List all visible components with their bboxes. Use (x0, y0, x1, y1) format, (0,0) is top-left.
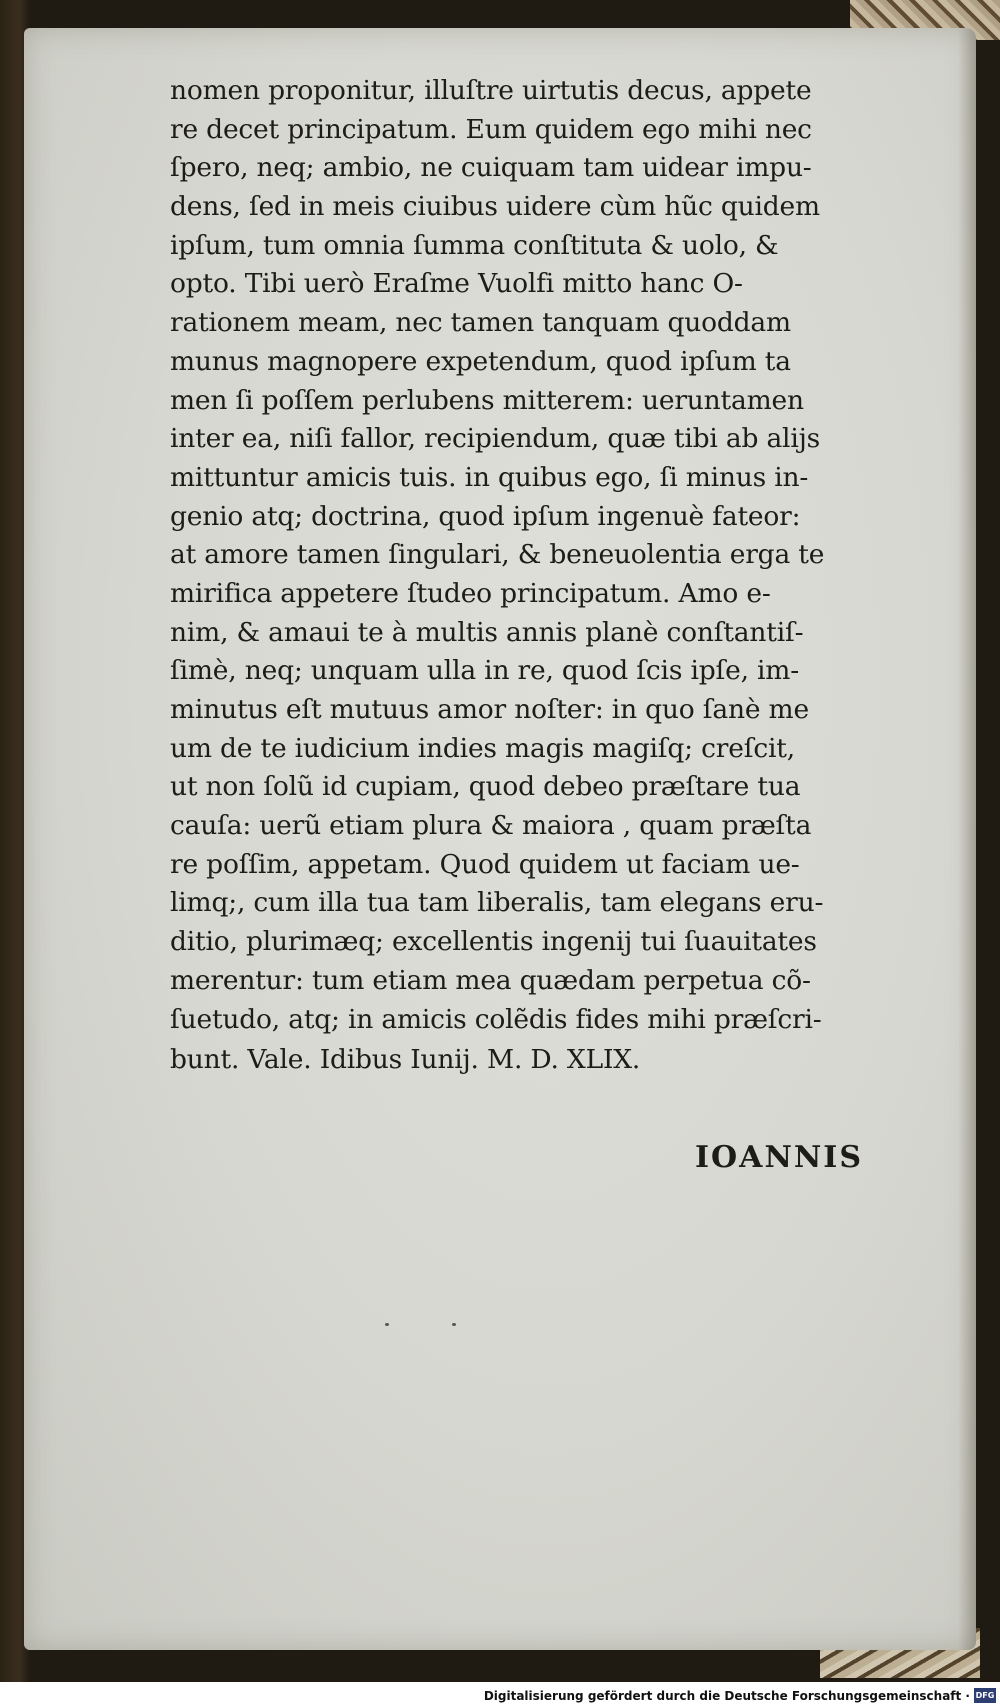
text-line: merentur: tum etiam mea quædam perpetua cõ‑ (170, 964, 811, 996)
text-line: nomen proponitur, illuſtre uirtutis decus, appete (170, 75, 812, 106)
dfg-logo-icon: DFG (974, 1688, 996, 1703)
text-line: minutus eſt mutuus amor noſter: in quo ſanè me (170, 694, 809, 725)
text-line: mirifica appetere ſtudeo principatum. Amo e‑ (170, 577, 771, 609)
text-line: dens, ſed in meis ciuibus uidere cùm hũc quidem (170, 191, 820, 223)
ink-speck (452, 1323, 456, 1326)
footer-bar (0, 1682, 1000, 1706)
text-line: mittuntur amicis tuis. in quibus ego, ſi minus in‑ (170, 461, 809, 493)
text-line: men ſi poſſem perlubens mitterem: ueruntamen (170, 384, 804, 416)
digitization-credit: Digitalisierung gefördert durch die Deutsche Forschungsgemeinschaft · (483, 1689, 970, 1703)
text-line: re poſſim, appetam. Quod quidem ut faciam ue‑ (170, 848, 800, 880)
text-line: at amore tamen ſingulari, & beneuolentia erga te (170, 539, 825, 571)
text-line: rationem meam, nec tamen tanquam quoddam (170, 307, 791, 339)
text-line: ſpero, neq; ambio, ne cuiquam tam uidear impu‑ (170, 152, 812, 184)
text-line: nim, & amaui te à multis annis planè conſtantiſ‑ (170, 616, 804, 648)
text-line: cauſa: uerũ etiam plura & maiora , quam præſta (170, 810, 812, 842)
catchword: IOANNIS (695, 1140, 863, 1175)
ink-speck (385, 1323, 389, 1326)
text-line: ditio, plurimæq; excellentis ingenij tui ſuauitates (170, 926, 817, 958)
text-line: munus magnopere expetendum, quod ipſum ta (170, 345, 791, 377)
page-edge-shadow (958, 28, 976, 1650)
text-line: ſuetudo, atq; in amicis colẽdis fides mihi præſcri‑ (170, 1003, 822, 1035)
text-line: ut non ſolũ id cupiam, quod debeo præſtare tua (170, 771, 801, 803)
text-line: inter ea, niſi fallor, recipiendum, quæ tibi ab alijs (170, 423, 821, 455)
text-line: limq;, cum illa tua tam liberalis, tam elegans eru‑ (170, 887, 824, 919)
text-line: opto. Tibi uerò Eraſme Vuolfi mitto hanc O‑ (170, 268, 743, 300)
text-line: re decet principatum. Eum quidem ego mihi nec (170, 113, 812, 145)
closing-date-line: bunt. Vale. Idibus Iunij. M. D. XLIX. (170, 1044, 641, 1076)
text-line: ſimè, neq; unquam ulla in re, quod ſcis ipſe, im‑ (170, 655, 799, 687)
text-line: um de te iudicium indies magis magiſq; creſcit, (170, 732, 795, 764)
text-line: genio atq; doctrina, quod ipſum ingenuè fateor: (170, 500, 801, 532)
body-text (170, 72, 850, 1080)
text-line: ipſum, tum omnia ſumma conſtituta & uolo, & (170, 229, 779, 261)
